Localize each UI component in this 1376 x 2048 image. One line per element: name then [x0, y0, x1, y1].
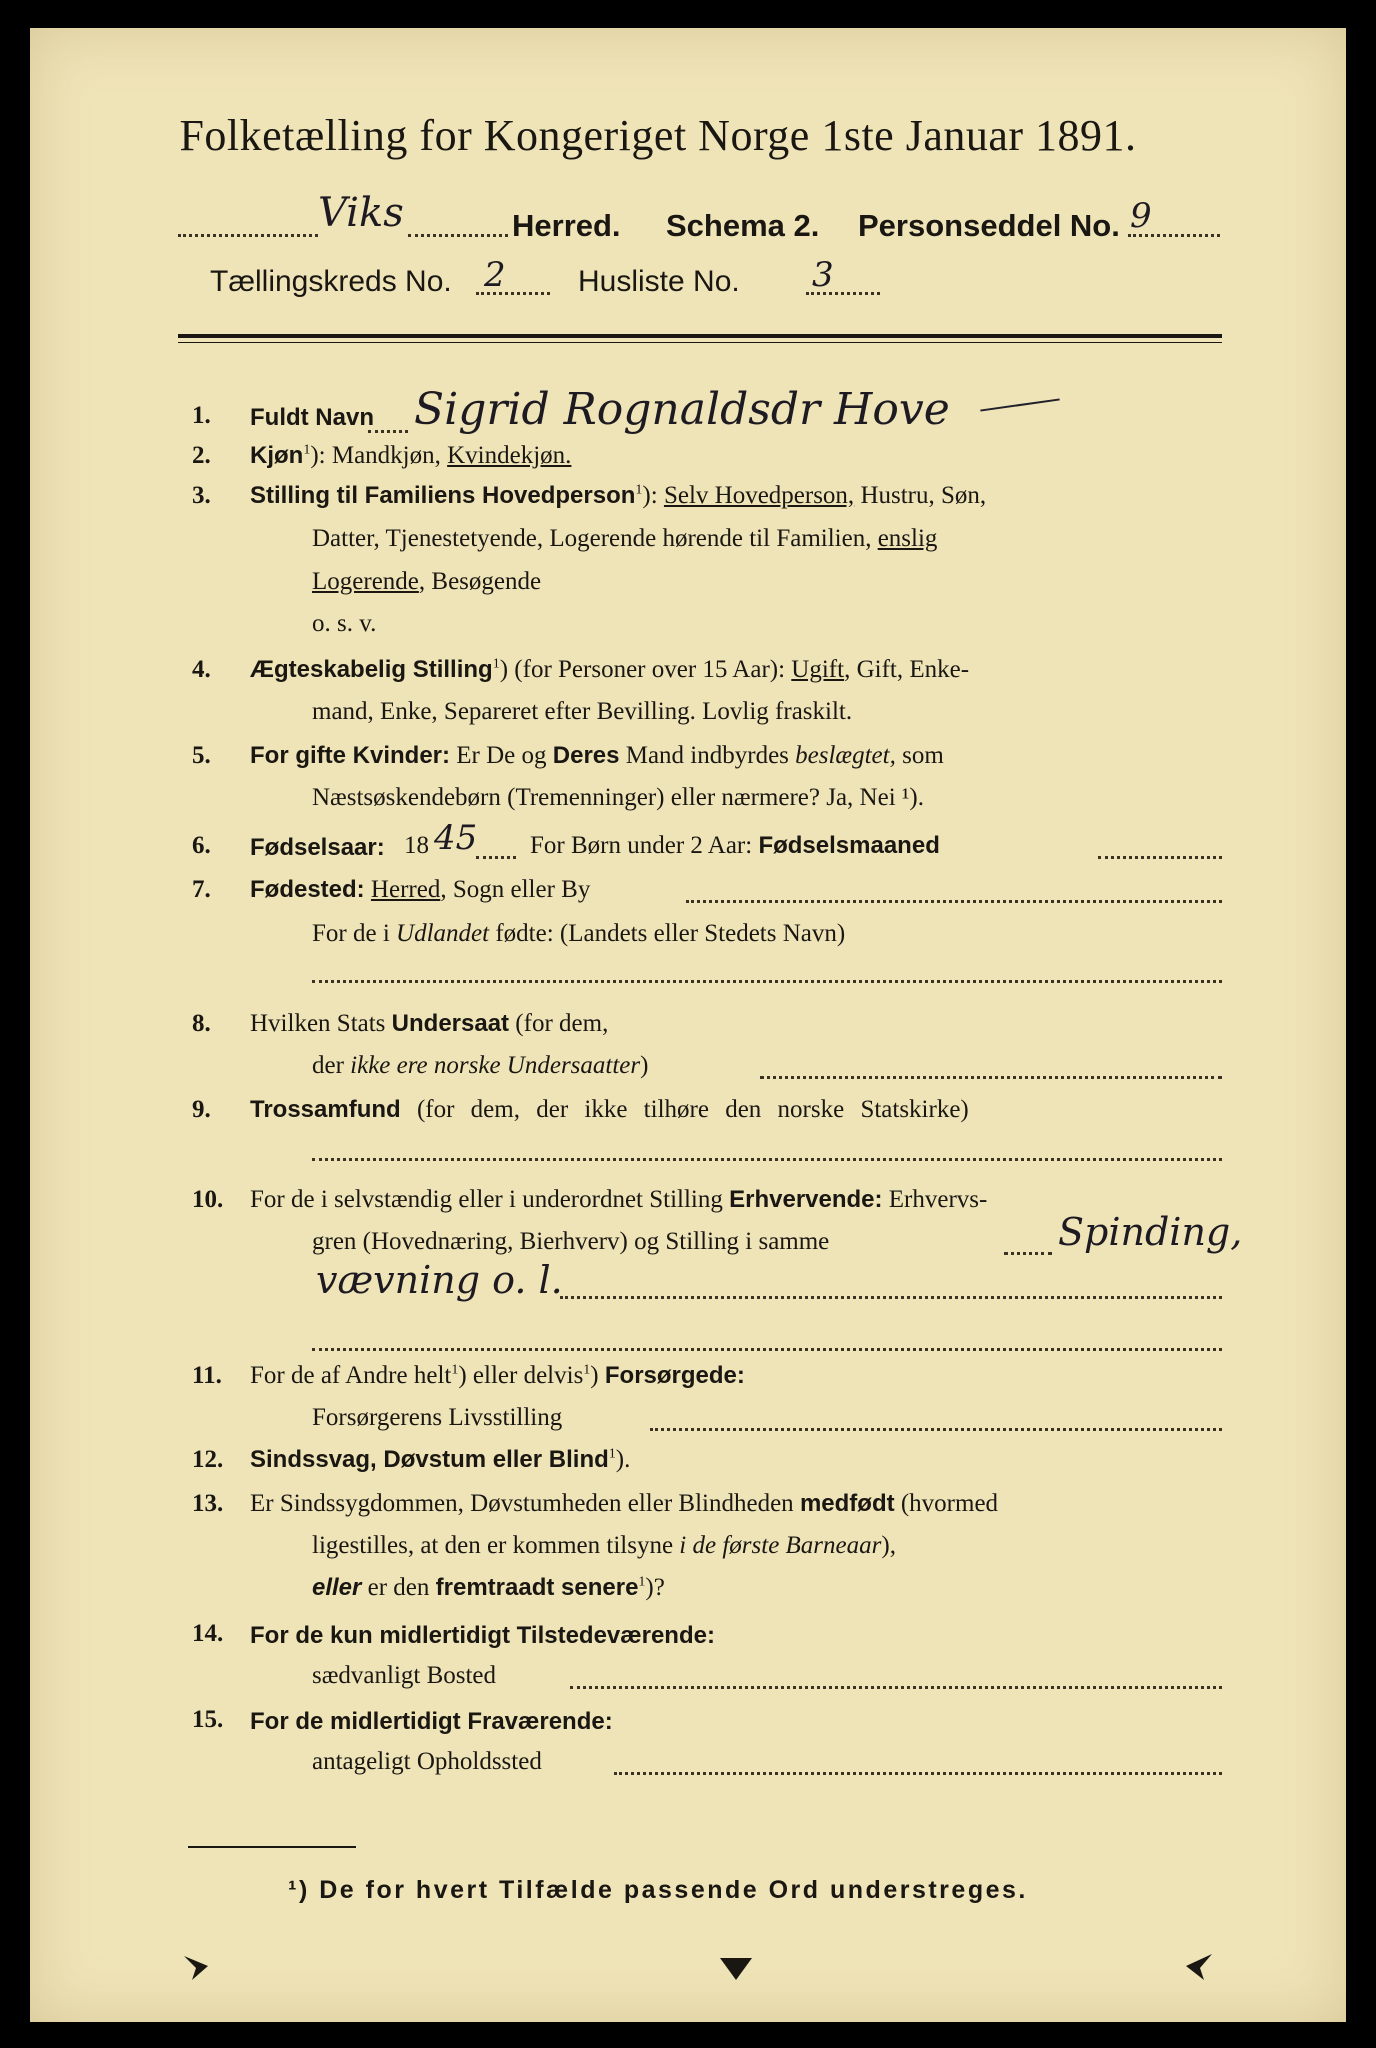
undersaat-line-1 [250, 1010, 608, 1038]
kreds-label: Tællingskreds No. [210, 265, 452, 298]
gifte-kvinder-line-2: Næstsøskendebørn (Tremenninger) eller nærmere? Ja, Nei ¹). [312, 784, 924, 811]
footnote-ref: 1 [451, 1362, 459, 1378]
medfodt-line-1 [250, 1490, 998, 1518]
aegteskab-marked-ugift: Ugift [791, 656, 845, 683]
personseddel-label: Personseddel No. [858, 208, 1120, 243]
erhverv-text-a: For de i selvstændig eller i underordnet Stilling [250, 1186, 723, 1213]
dotted-leader [614, 1772, 1222, 1775]
medfodt-text-d: er den [367, 1574, 430, 1601]
fravaerende-label: For de midlertidigt Fraværende: [250, 1708, 613, 1735]
kreds-value: 2 [484, 255, 506, 295]
erhverv-value-1: Spinding, [1058, 1210, 1243, 1254]
item-number: 11. [192, 1362, 222, 1389]
senere-label: fremtraadt senere [435, 1574, 639, 1601]
dotted-leader [312, 1158, 1222, 1161]
stilling-line-3 [312, 568, 541, 596]
footnote: ¹) De for hvert Tilfælde passende Ord understreges. [288, 1876, 1028, 1904]
dotted-leader [686, 900, 1222, 903]
footnote-ref: 1 [635, 482, 643, 498]
census-form-sheet [30, 28, 1346, 2022]
tilstedevaerende-label: For de kun midlertidigt Tilstedeværende: [250, 1622, 715, 1649]
stilling-marked-enslig: enslig [877, 525, 938, 552]
footnote-ref: 1 [303, 442, 311, 458]
dotted-leader [806, 292, 880, 295]
dotted-leader [760, 1076, 1222, 1079]
fodselsaar-label: Fødselsaar: [250, 834, 385, 861]
undersaat-text-c: der [312, 1052, 344, 1079]
erhverv-text-b: Erhvervs- [888, 1186, 988, 1213]
stilling-options: Hustru, Søn, [860, 482, 987, 509]
schema-label: Schema 2. [666, 208, 820, 243]
husliste-label: Husliste No. [578, 265, 740, 298]
erhverv-value-2: vævning o. l. [316, 1258, 563, 1302]
trossamfund-text: (for dem, der ikke tilhøre den norske Statskirke) [416, 1096, 969, 1123]
header-rule-thin [178, 342, 1222, 343]
undersaat-label: Undersaat [391, 1010, 510, 1037]
dotted-leader [650, 1428, 1222, 1431]
stilling-marked-logerende: Logerende [312, 568, 419, 595]
eller-text: eller [312, 1574, 362, 1601]
stilling-label: Stilling til Familiens Hovedperson [250, 482, 636, 509]
fodselsmaaned-text [530, 832, 940, 860]
dotted-leader [408, 234, 508, 237]
medfodt-text-a: Er Sindssygdommen, Døvstumheden eller Blindheden [250, 1490, 794, 1517]
undersaat-text-a: Hvilken Stats [250, 1010, 386, 1037]
aegteskab-text: ) (for Personer over 15 Aar): [499, 656, 786, 683]
dotted-leader [476, 856, 516, 859]
herred-value: Viks [318, 190, 404, 236]
medfodt-line-3 [312, 1574, 665, 1602]
forsorgede-line-1 [250, 1362, 745, 1390]
kjon-marked-option: Kvindekjøn. [447, 442, 572, 469]
gifte-text-c: som [902, 742, 944, 769]
fodested-marked-herred: Herred [370, 876, 441, 903]
aegteskab-line-2: mand, Enke, Separeret efter Bevilling. Lovlig fraskilt. [312, 698, 853, 725]
gifte-text-b: Mand indbyrdes [625, 742, 789, 769]
ornament-mark-left [178, 1946, 218, 1986]
saedvanligt-bosted: sædvanligt Bosted [312, 1662, 497, 1689]
punctuation: ) [640, 1052, 649, 1079]
medfodt-label: medfødt [799, 1490, 895, 1517]
stilling-options-3: , Besøgende [418, 568, 542, 595]
medfodt-line-2 [312, 1532, 896, 1560]
forsorgede-text-a: For de af Andre helt [250, 1362, 452, 1389]
punctuation: ) [590, 1362, 599, 1389]
dotted-leader [312, 1348, 1222, 1351]
item-number: 14. [192, 1620, 224, 1647]
ornament-mark-right [1178, 1946, 1218, 1986]
medfodt-text-c: ligestilles, at den er kommen tilsyne [312, 1532, 674, 1559]
item-number: 7. [192, 876, 211, 903]
dotted-leader [1098, 856, 1222, 859]
antageligt-opholdssted: antageligt Opholdssted [312, 1748, 542, 1775]
dotted-leader [1004, 1252, 1052, 1255]
footnote-rule [188, 1846, 356, 1848]
udland-text-b: fødte: (Landets eller Stedets Navn) [495, 920, 846, 947]
erhverv-line-2: gren (Hovednæring, Bierhverv) og Stilling i samme [312, 1228, 830, 1255]
dotted-leader [368, 430, 408, 433]
dotted-leader [1128, 234, 1220, 237]
punctuation: ). [615, 1446, 631, 1473]
undersaat-text-b: (for dem, [515, 1010, 609, 1037]
ornament-mark-center [716, 1946, 756, 1986]
udland-text-a: For de i [312, 920, 390, 947]
dotted-leader [570, 1686, 1222, 1689]
aegteskab-line-1 [250, 656, 969, 684]
erhverv-label: Erhvervende: [729, 1186, 883, 1213]
item-number: 4. [192, 656, 211, 683]
punctuation: ): [642, 482, 658, 509]
personseddel-value: 9 [1130, 196, 1152, 236]
gifte-kvinder-label: For gifte Kvinder: [250, 742, 451, 769]
kjon-options: ): Mandkjøn, [310, 442, 441, 469]
item-number: 6. [192, 832, 211, 859]
husliste-value: 3 [812, 255, 834, 295]
forsorgede-label: Forsørgede: [604, 1362, 745, 1389]
aegteskab-label: Ægteskabelig Stilling [250, 656, 493, 683]
fodselsmaaned-label: Fødselsmaaned [758, 832, 940, 859]
dotted-leader [312, 980, 1222, 983]
item-number: 15. [192, 1706, 224, 1733]
full-name-value: Sigrid Rognaldsdr Hove [414, 384, 950, 435]
item-number: 9. [192, 1096, 211, 1123]
undersaat-text-italic: ikke ere norske Undersaatter [350, 1052, 641, 1079]
footnote-ref: 1 [492, 656, 500, 672]
born-under-2-text: For Børn under 2 Aar: [530, 832, 753, 859]
footnote-ref: 1 [583, 1362, 591, 1378]
item-number: 10. [192, 1186, 224, 1213]
aegteskab-options: , Gift, Enke- [844, 656, 970, 683]
item-number: 1. [192, 402, 211, 429]
udland-text-italic: Udlandet [396, 920, 490, 947]
stilling-osv: o. s. v. [312, 610, 377, 637]
stilling-option-selv: Selv Hovedperson, [663, 482, 855, 509]
kjon-line [250, 442, 571, 470]
forsorgede-text-b: ) eller delvis [458, 1362, 584, 1389]
forsorger-livsstilling: Forsørgerens Livsstilling [312, 1404, 563, 1431]
dotted-leader [178, 234, 318, 237]
full-name-label: Fuldt Navn [250, 404, 374, 431]
erhverv-line-1 [250, 1186, 987, 1214]
fodested-options: , Sogn eller By [440, 876, 591, 903]
herred-label: Herred. [512, 208, 621, 243]
punctuation: )? [645, 1574, 665, 1601]
punctuation: ), [881, 1532, 896, 1559]
gifte-text-a: Er De og [456, 742, 547, 769]
stilling-line-2 [312, 525, 937, 553]
footnote-ref: 1 [638, 1574, 646, 1590]
trossamfund-label: Trossamfund [250, 1096, 401, 1123]
sindssvag-line [250, 1446, 630, 1474]
item-number: 13. [192, 1490, 224, 1517]
fodselsaar-value: 45 [434, 818, 478, 858]
trossamfund-line [250, 1096, 969, 1124]
footnote-ref: 1 [608, 1446, 616, 1462]
stilling-options-2: Datter, Tjenestetyende, Logerende hørende til Familien, [312, 525, 872, 552]
item-number: 3. [192, 482, 211, 509]
fodested-line-2 [312, 920, 845, 948]
item-number: 8. [192, 1010, 211, 1037]
medfodt-text-b: (hvormed [900, 1490, 999, 1517]
form-title: Folketælling for Kongeriget Norge 1ste Januar 1891. [179, 111, 1137, 160]
dotted-leader [476, 292, 550, 295]
gifte-kvinder-line-1 [250, 742, 944, 770]
undersaat-line-2 [312, 1052, 648, 1080]
item-number: 2. [192, 442, 211, 469]
dotted-leader [560, 1296, 1222, 1299]
stilling-line-1 [250, 482, 986, 510]
fodested-line-1 [250, 876, 590, 904]
fodselsaar-prefix: 18 [404, 832, 429, 859]
medfodt-text-italic: i de første Barneaar [679, 1532, 882, 1559]
kjon-label: Kjøn [250, 442, 304, 469]
header-rule [178, 334, 1222, 338]
item-number: 12. [192, 1446, 224, 1473]
fodested-label: Fødested: [250, 876, 365, 903]
sindssvag-label: Sindssvag, Døvstum eller Blind [250, 1446, 609, 1473]
gifte-text-bold: Deres [552, 742, 620, 769]
gifte-text-italic: beslægtet, [795, 742, 896, 769]
item-number: 5. [192, 742, 211, 769]
